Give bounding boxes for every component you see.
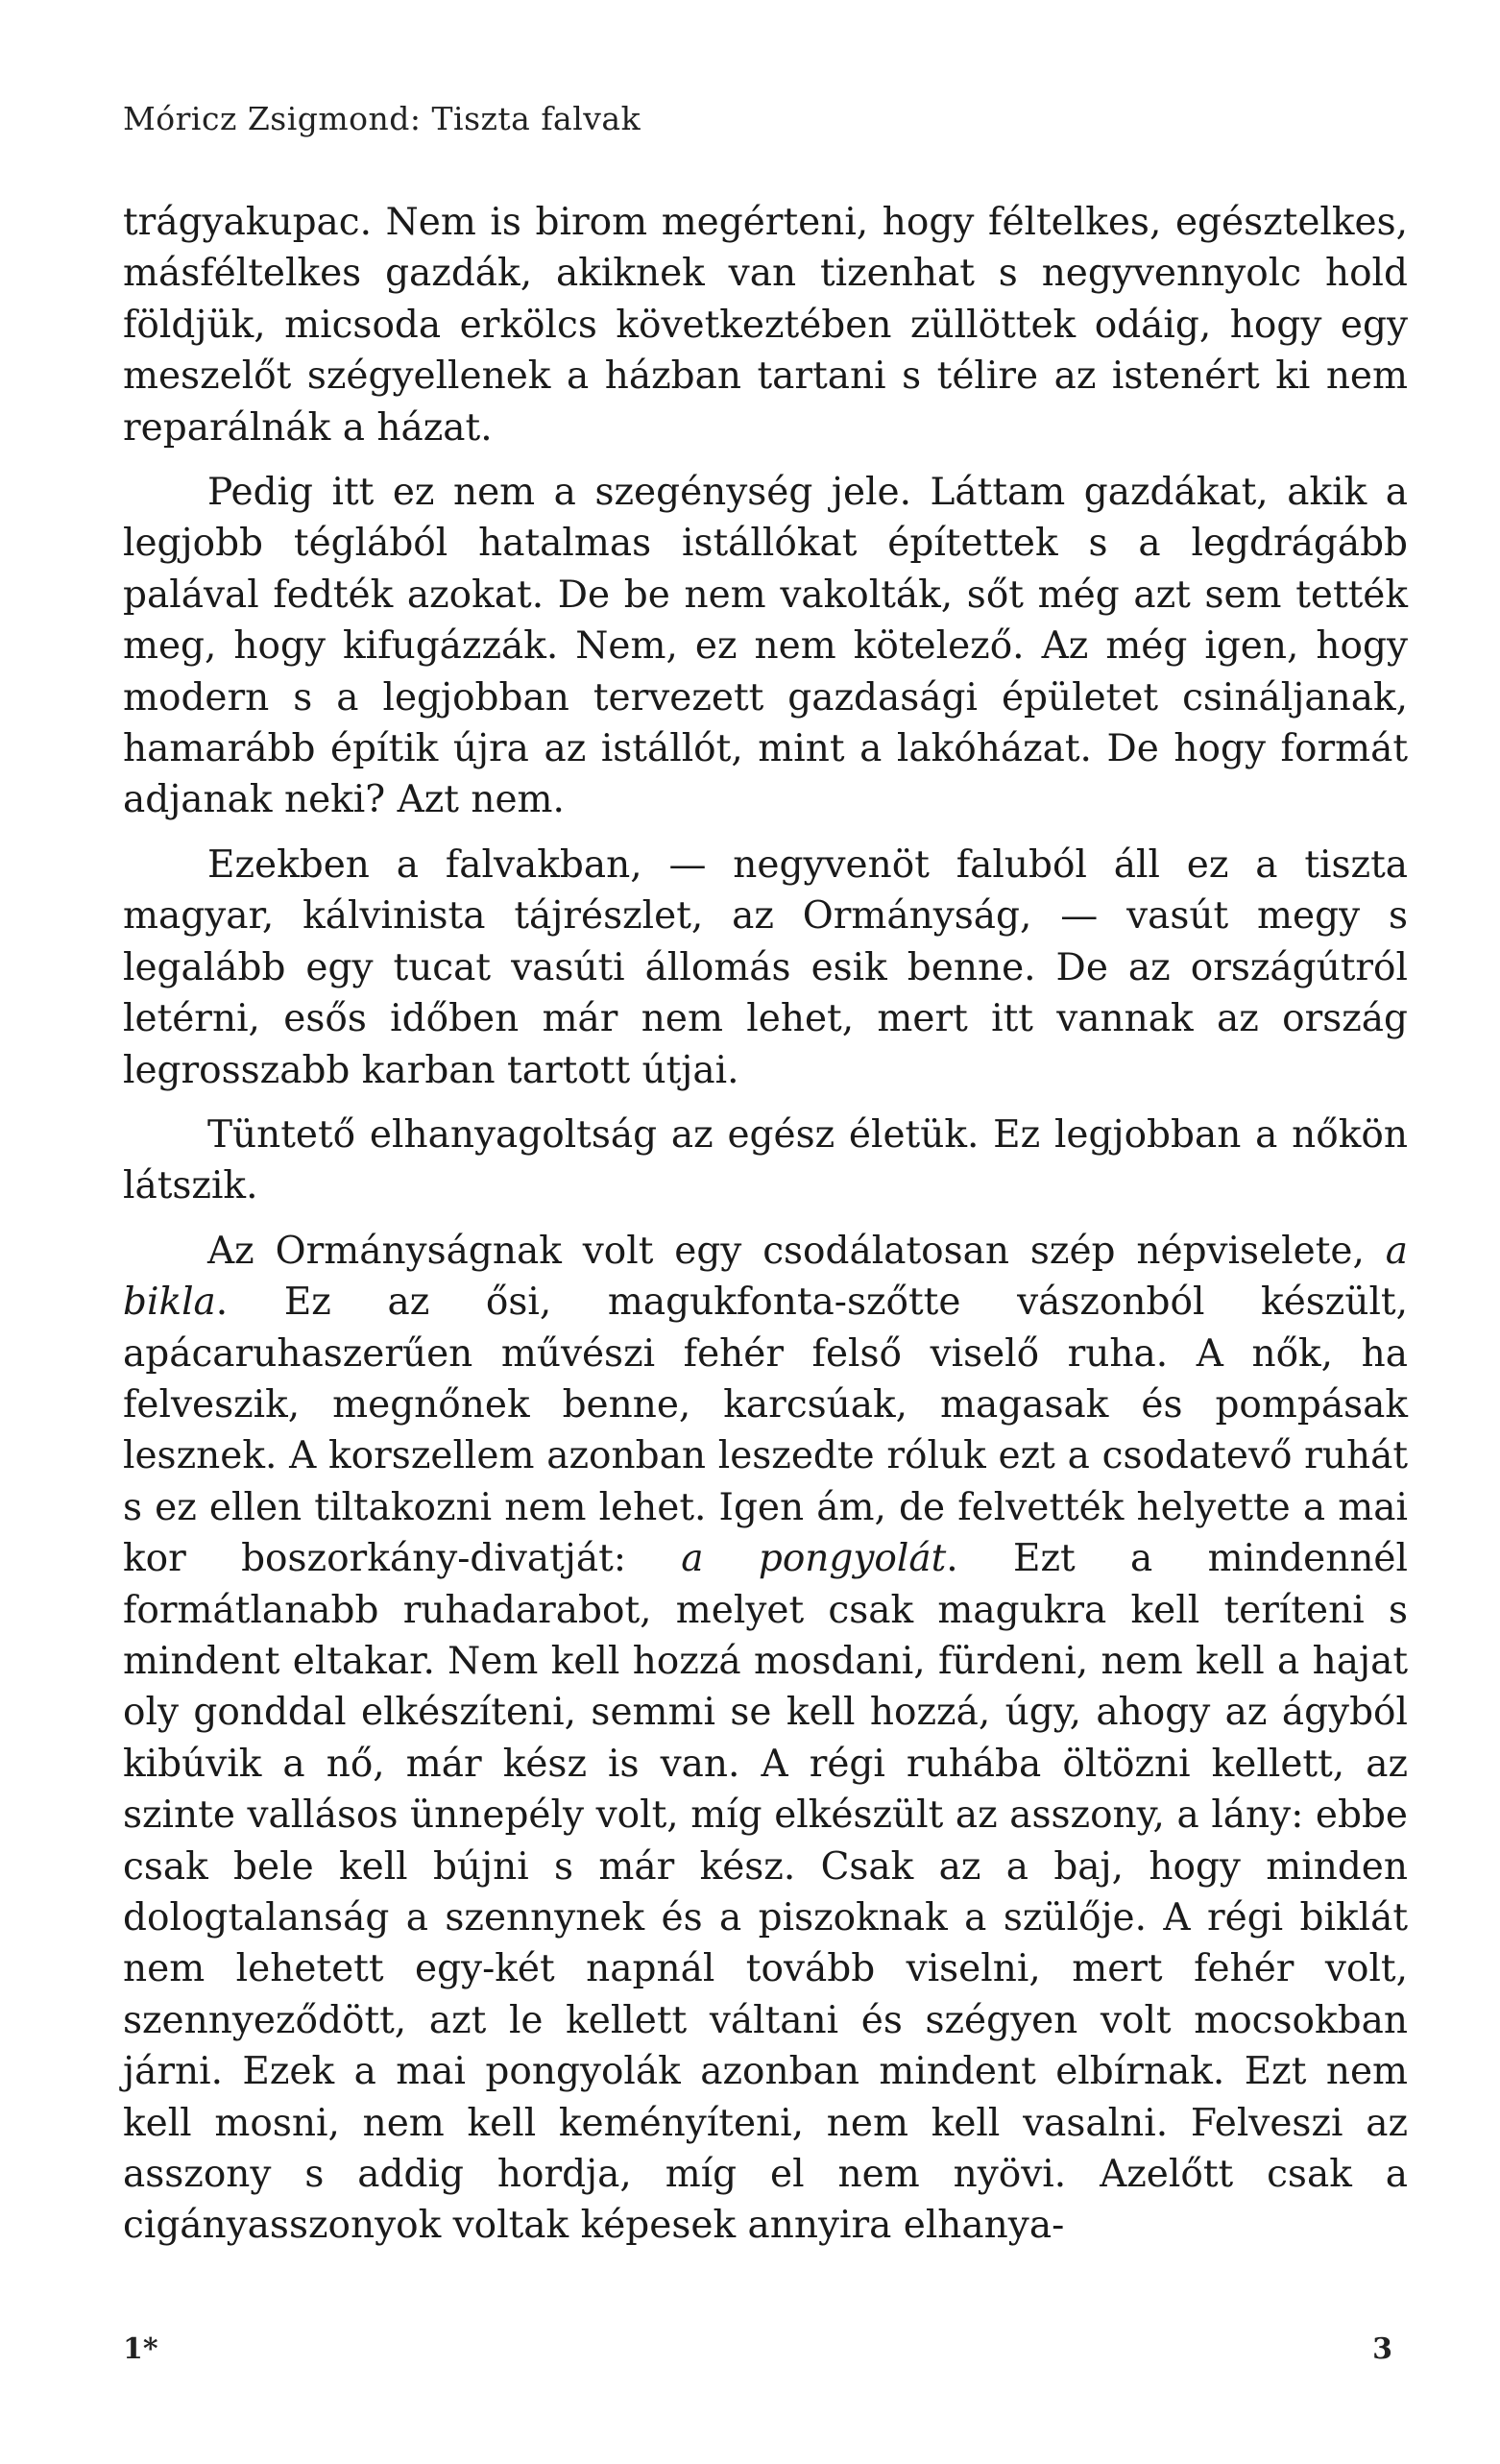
- paragraph: [123, 1226, 1408, 2252]
- text-run: trágyakupac. Nem is birom megérteni, hogy féltelkes, egésztelkes, másféltelkes gazdák, akiknek van tizenhat s negyvennyolc hold földjük, micsoda erkölcs következtében züllöttek odáig, hogy egy meszelőt szégyellenek a házban tartani s télire az istenért ki nem reparálnák a házat.: [123, 201, 1408, 450]
- body-text: [123, 197, 1408, 2252]
- paragraph: [123, 840, 1408, 1096]
- italic-term: a bikla: [123, 1229, 1408, 1325]
- page-number: 3: [1372, 2332, 1392, 2366]
- paragraph: [123, 467, 1408, 826]
- italic-term: a pongyolát: [681, 1537, 947, 1581]
- text-run: Az Ormányságnak volt egy csodálatosan szép népviselete,: [207, 1229, 1386, 1273]
- paragraph: [123, 1110, 1408, 1212]
- text-run: Pedig itt ez nem a szegénység jele. Láttam gazdákat, akik a legjobb téglából hatalmas istállókat építettek s a legdrágább palával fedték azokat. De be nem vakolták, sőt még azt sem tették meg, hogy kifugázzák. Nem, ez nem kötelező. Az még igen, hogy modern s a legjobban tervezett gazdasági épületet csináljanak, hamarább építik újra az istállót, mint a lakóházat. De hogy formát adjanak neki? Azt nem.: [123, 471, 1408, 822]
- text-run: . Ezt a mindennél formátlanabb ruhadarabot, melyet csak magukra kell teríteni s mindent eltakar. Nem kell hozzá mosdani, fürdeni, nem kell a hajat oly gonddal elkészíteni, semmi se kell hozzá, úgy, ahogy az ágyból kibúvik a nő, már kész is van. A régi ruhába öltözni kellett, az szinte vallásos ünnepély volt, míg elkészült az asszony, a lány: ebbe csak bele kell bújni s már kész. Csak az a baj, hogy minden dologtalanság a szennynek és a piszoknak a szülője. A régi biklát nem lehetett egy-két napnál tovább viselni, mert fehér volt, szennyeződött, azt le kellett váltani és szégyen volt mocsokban járni. Ezek a mai pongyolák azonban mindent elbírnak. Ezt nem kell mosni, nem kell keményíteni, nem kell vasalni. Felveszi az asszony s addig hordja, míg el nem nyövi. Azelőtt csak a cigányasszonyok voltak képesek annyira elhanya-: [123, 1537, 1408, 2248]
- text-run: Tüntető elhanyagoltság az egész életük. Ez legjobban a nőkön látszik.: [123, 1112, 1408, 1208]
- paragraph: [123, 197, 1408, 453]
- printer-signature-mark: 1*: [123, 2332, 158, 2366]
- running-head: Móricz Zsigmond: Tiszta falvak: [123, 100, 641, 137]
- text-run: Ezekben a falvakban, — negyvenöt faluból áll ez a tiszta magyar, kálvinista tájrészlet, az Ormányság, — vasút megy s legalább egy tucat vasúti állomás esik benne. De az országútról letérni, esős időben már nem lehet, mert itt vannak az ország legrosszabb karban tartott útjai.: [123, 842, 1408, 1092]
- text-run: . Ez az ősi, magukfonta-szőtte vászonból készült, apácaruhaszerűen művészi fehér felső viselő ruha. A nők, ha felveszik, megnőnek benne, karcsúak, magasak és pompásak lesznek. A korszellem azonban leszedte róluk ezt a csodatevő ruhát s ez ellen tiltakozni nem lehet. Igen ám, de felvették helyette a mai kor boszorkány-divatját:: [123, 1281, 1408, 1581]
